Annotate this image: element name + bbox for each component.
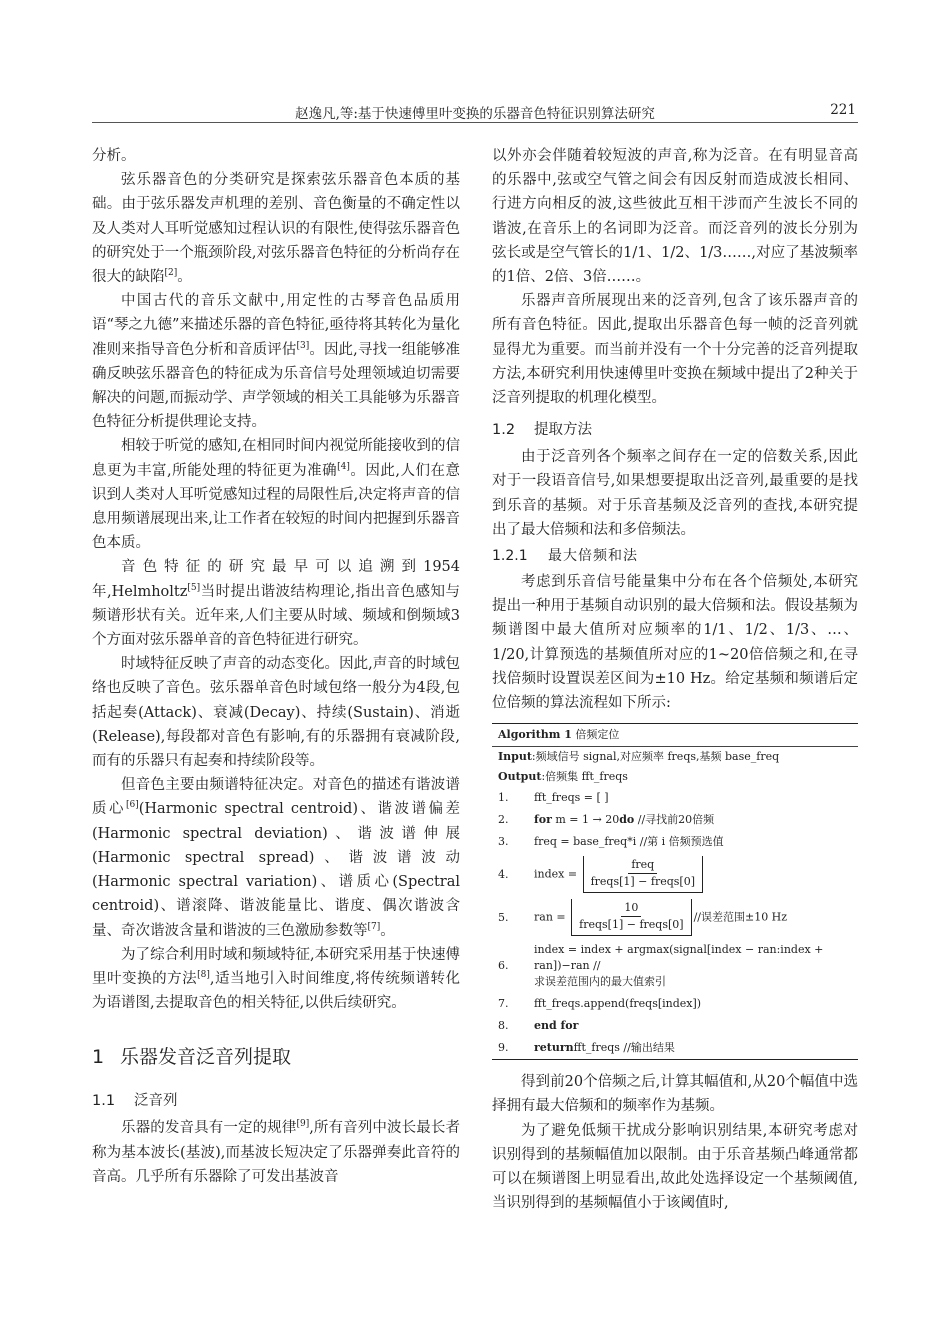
citation: [8] (197, 970, 210, 981)
running-header (92, 100, 858, 123)
paragraph: 相较于听觉的感知,在相同时间内视觉所能接收到的信息更为丰富,所能处理的特征更为准确[4]。因此,人们在意识到人类对人耳听觉感知过程的局限性后,决定将声音的信息用频谱展现出来,让工作者在较短的时间内把握到乐器音色本质。 (92, 438, 461, 552)
citation: [6] (126, 800, 139, 811)
algorithm-title: Algorithm 1 倍频定位 (492, 724, 858, 747)
citation: [3] (296, 340, 310, 351)
paragraph: 为了避免低频干扰成分影响识别结果,本研究考虑对识别得到的基频幅值加以限制。由于乐音基频凸峰通常都可以在频谱图上明显看出,故此处选择设定一个基频阈值,当识别得到的基频幅值小于该阈值时, (492, 1122, 858, 1212)
paragraph: 乐器的发音具有一定的规律[9],所有音列中波长最长者称为基本波长(基波),而基波长短决定了乐器弹奏此音符的音高。几乎所有乐器除了可发出基波音 (92, 1119, 461, 1185)
running-title: 赵逸凡,等:基于快速傅里叶变换的乐器音色特征识别算法研究 (295, 106, 655, 122)
fraction: $\frac{10}{\text{freqs[1] − freqs[0]}}$ (579, 901, 684, 932)
section-heading: 1 乐器发音泛音列提取 (92, 1046, 292, 1069)
algorithm-step: 1. fft_freqs = [ ] (498, 791, 609, 805)
algorithm-box (492, 723, 858, 1060)
floor-bracket (571, 899, 691, 936)
citation: [4] (337, 461, 350, 472)
paragraph: 但音色主要由频谱特征决定。对音色的描述有谐波谱质心[6](Harmonic spectral centroid)、谐波谱偏差(Harmonic spectral deviation)、谐波谱伸展(Harmonic spectral spread)、谐波谱波动(Harmonic spectral variation)、谱质心(Spectral centroid)、谱滚降、谐波能量比、谐度、偶次谐波含量、奇次谐波含量和谐波的三色激励参数等[7]。 (92, 777, 460, 939)
algorithm-step: 9. returnfft_freqs //输出结果 (498, 1041, 675, 1055)
algorithm-step: 3. freq = base_freq*i //第 i 倍频预选值 (498, 835, 724, 849)
algorithm-step: 2. for m = 1 → 20do //寻找前20倍频 (498, 813, 715, 827)
subsection-heading: 1.2 提取方法 (492, 422, 592, 439)
algorithm-step: 6. index = index + argmax(signal[index − ran:index + ran])−ran // 求误差范围内的最大值索引 (498, 943, 824, 989)
paragraph: 以外亦会伴随着较短波的声音,称为泛音。在有明显音高的乐器中,弦或空气管之间会有因反射而造成波长相同、行进方向相反的波,这些彼此互相干涉而产生波长不同的谐波,在音乐上的名词即为泛音。而泛音列的波长分别为弦长或是空气管长的1/1、1/2、1/3……,对应了基波频率的1倍、2倍、3倍……。 (492, 148, 858, 286)
paragraph: 得到前20个倍频之后,计算其幅值和,从20个幅值中选择拥有最大倍频和的频率作为基频。 (492, 1074, 858, 1115)
paragraph: 分析。 (92, 148, 136, 164)
right-column (492, 144, 858, 1215)
left-column (92, 144, 460, 1189)
algorithm-step: 4. index = $\frac{\text{freq}}{\text{freqs[1] − freqs[0]}}$ (492, 853, 858, 896)
paragraph: 时域特征反映了声音的动态变化。因此,声音的时域包络也反映了音色。弦乐器单音色时域包络一般分为4段,包括起奏(Attack)、衰减(Decay)、持续(Sustain)、消逝(Release),每段都对音色有影响,有的乐器拥有衰减阶段,而有的乐器只有起奏和持续阶段等。 (92, 656, 460, 770)
algorithm-output: Output:倍频集 fft_freqs (498, 770, 628, 784)
page-number: 221 (830, 102, 856, 118)
paragraph: 由于泛音列各个频率之间存在一定的倍数关系,因此对于一段语音信号,如果想要提取出泛音列,最重要的是找到乐音的基频。对于乐音基频及泛音列的查找,本研究提出了最大倍频和法和多倍频法。 (492, 449, 858, 538)
algorithm-step: 7. fft_freqs.append(freqs[index]) (498, 997, 702, 1011)
paragraph: 弦乐器音色的分类研究是探索弦乐器音色本质的基础。由于弦乐器发声机理的差别、音色衡量的不确定性以及人类对人耳听觉感知过程认识的有限性,使得弦乐器音色的研究处于一个瓶颈阶段,对弦乐器音色特征的分析尚存在很大的缺陷[2]。 (92, 172, 460, 286)
fraction: $\frac{\text{freq}}{\text{freqs[1] − freqs[0]}}$ (590, 858, 696, 889)
citation: [2] (164, 268, 178, 279)
paragraph: 中国古代的音乐文献中,用定性的古琴音色品质用语“琴之九德”来描述乐器的音色特征,亟待将其转化为量化准则来指导音色分析和音质评估[3]。因此,寻找一组能够准确反映弦乐器音色的特征成为乐音信号处理领域迫切需要解决的问题,而振动学、声学领域的相关工具能够为乐器音色特征分析提供理论支持。 (92, 293, 461, 431)
paragraph: 考虑到乐音信号能量集中分布在各个倍频处,本研究提出一种用于基频自动识别的最大倍频和法。假设基频为频谱图中最大值所对应频率的1/1、1/2、1/3、…、1/20,计算预选的基频值所对应的1~20倍倍频之和,在寻找倍频时设置误差区间为±10 Hz。给定基频和频谱后定位倍频的算法流程如下所示: (492, 574, 858, 712)
algorithm-input: Input:频域信号 signal,对应频率 freqs,基频 base_freq (498, 750, 780, 764)
algorithm-step: 5. ran = $\frac{10}{\text{freqs[1] − freqs[0]}}$ //误差范围±10 Hz (492, 896, 858, 939)
algorithm-step: 8. end for (498, 1019, 579, 1033)
citation: [5] (187, 582, 201, 593)
citation: [9] (296, 1119, 310, 1130)
paragraph: 乐器声音所展现出来的泛音列,包含了该乐器声音的所有音色特征。因此,提取出乐器音色每一帧的泛音列就显得尤为重要。而当前并没有一个十分完善的泛音列提取方法,本研究利用快速傅里叶变换在频域中提出了2种关于泛音列提取的机理化模型。 (492, 293, 858, 407)
subsubsection-heading: 1.2.1 最大倍频和法 (492, 548, 638, 565)
paragraph: 为了综合利用时域和频域特征,本研究采用基于快速傅里叶变换的方法[8],适当地引入时间维度,将传统频谱转化为语谱图,去提取音色的相关特征,以供后续研究。 (92, 946, 460, 1012)
subsection-heading: 1.1 泛音列 (92, 1093, 178, 1110)
floor-bracket (583, 856, 703, 893)
paragraph: 音色特征的研究最早可以追溯到1954年,Helmholtz[5]当时提出谐波结构理论,指出音色感知与频谱形状有关。近年来,人们主要从时域、频域和倒频域3个方面对弦乐器单音的音色特征进行研究。 (92, 559, 460, 649)
citation: [7] (367, 921, 381, 932)
